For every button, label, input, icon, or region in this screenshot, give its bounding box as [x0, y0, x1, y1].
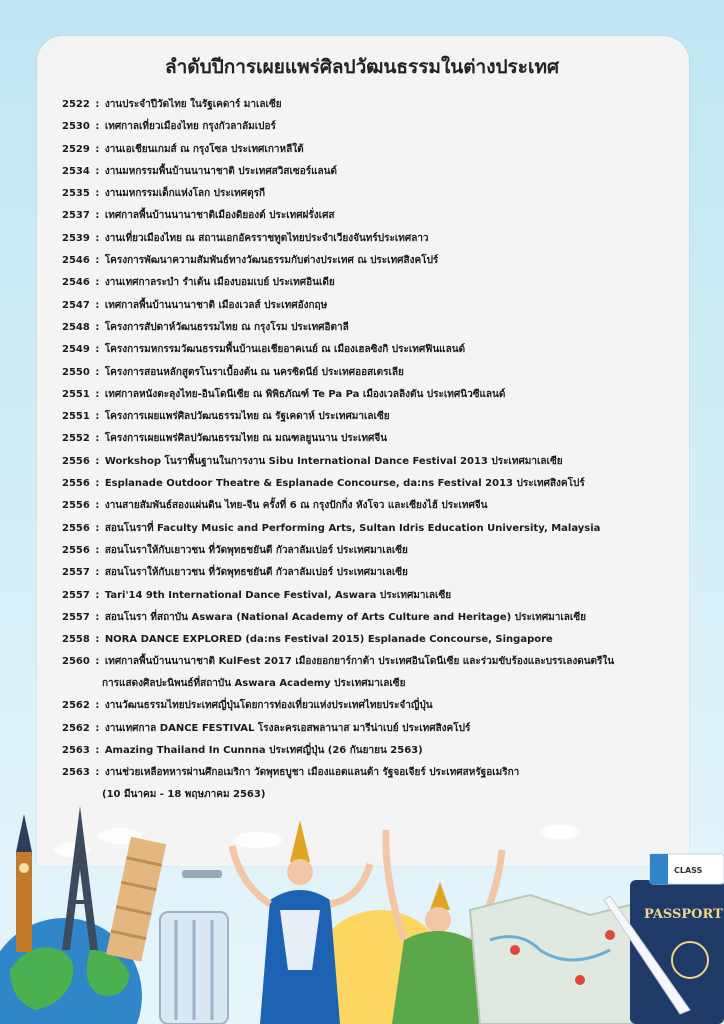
timeline-item [62, 740, 672, 762]
separator: : [91, 544, 103, 556]
separator: : [91, 121, 103, 133]
timeline-text: งานวัฒนธรรมไทยประเทศญี่ปุ่นโดยการท่องเที่ยวแห่งประเทศไทยประจำญี่ปุ่น [104, 700, 433, 712]
timeline-text-continued: (10 มีนาคม - 18 พฤษภาคม 2563) [102, 789, 266, 801]
timeline-item [62, 540, 672, 562]
timeline-year: 2557 [62, 611, 90, 623]
separator: : [91, 700, 103, 712]
travel-illustration [0, 800, 724, 1024]
timeline-year: 2558 [62, 634, 90, 646]
timeline-item [62, 183, 672, 205]
separator: : [91, 722, 103, 734]
timeline-year: 2547 [62, 299, 90, 311]
timeline-item [62, 629, 672, 651]
separator: : [91, 656, 103, 668]
separator: : [91, 232, 103, 244]
separator: : [91, 388, 103, 400]
timeline-year: 2551 [62, 411, 90, 423]
separator: : [91, 634, 103, 646]
separator: : [91, 522, 103, 534]
timeline-year: 2556 [62, 455, 90, 467]
timeline-year: 2551 [62, 388, 90, 400]
timeline-item [62, 317, 672, 339]
timeline-item [62, 451, 672, 473]
timeline-year: 2529 [62, 143, 90, 155]
timeline-text: Workshop โนราพื้นฐานในการงาน Sibu International Dance Festival 2013 ประเทศมาเลเซีย [104, 455, 563, 467]
timeline-item [62, 205, 672, 227]
timeline-year: 2546 [62, 277, 90, 289]
timeline-year: 2550 [62, 366, 90, 378]
separator: : [91, 567, 103, 579]
timeline-text: งานเทศกาล DANCE FESTIVAL โรงละครเอสพลานาส มารีน่าเบย์ ประเทศสิงคโปร์ [104, 722, 471, 734]
timeline-list [62, 94, 672, 806]
timeline-year: 2535 [62, 188, 90, 200]
timeline-text: เทศกาลพื้นบ้านนานาชาติ KulFest 2017 เมืองยอกยาร์กาต้า ประเทศอินโดนีเซีย และร่วมขับร้องและบรรเลงดนตรีใน [104, 656, 615, 668]
timeline-year: 2560 [62, 656, 90, 668]
separator: : [91, 165, 103, 177]
timeline-text: โครงการสอนหลักสูตรโนราเบื้องต้น ณ นครซิดนีย์ ประเทศออสเตรเลีย [104, 366, 404, 378]
separator: : [91, 478, 103, 490]
timeline-year: 2563 [62, 767, 90, 779]
timeline-text: เทศกาลหนังตะลุงไทย-อินโดนีเซีย ณ พิพิธภัณฑ์ Te Pa Pa เมืองเวลลิงตัน ประเทศนิวซีแลนด์ [104, 388, 506, 400]
timeline-text: โครงการเผยแพร่ศิลปวัฒนธรรมไทย ณ มณฑลยูนนาน ประเทศจีน [104, 433, 388, 445]
timeline-item [62, 384, 672, 406]
timeline-item [62, 339, 672, 361]
separator: : [91, 143, 103, 155]
separator: : [91, 210, 103, 222]
timeline-year: 2522 [62, 99, 90, 110]
passport-label: PASSPORT [644, 907, 723, 922]
separator: : [91, 344, 103, 356]
timeline-item [62, 562, 672, 584]
timeline-year: 2539 [62, 232, 90, 244]
pisa-tower-icon [106, 837, 166, 962]
timeline-text: เทศกาลพื้นบ้านนานาชาติ เมืองเวลส์ ประเทศอังกฤษ [104, 299, 328, 311]
suitcase-icon [160, 870, 228, 1024]
timeline-item [62, 585, 672, 607]
separator: : [91, 255, 103, 267]
timeline-text: โครงการเผยแพร่ศิลปวัฒนธรรมไทย ณ รัฐเคดาห์ ประเทศมาเลเซีย [104, 411, 390, 423]
timeline-year: 2563 [62, 745, 90, 757]
timeline-text: งานมหกรรมพื้นบ้านนานาชาติ ประเทศสวิสเซอร์แลนด์ [104, 165, 337, 177]
timeline-year: 2556 [62, 544, 90, 556]
timeline-text: สอนโนราให้กับเยาวชน ที่วัดพุทธชยันตี กัวลาลัมเปอร์ ประเทศมาเลเซีย [104, 567, 408, 579]
separator: : [91, 589, 103, 601]
timeline-item [62, 250, 672, 272]
ticket-icon [650, 854, 724, 884]
timeline-year: 2534 [62, 165, 90, 177]
timeline-item [62, 428, 672, 450]
timeline-text: โครงการพัฒนาความสัมพันธ์ทางวัฒนธรรมกับต่างประเทศ ณ ประเทศสิงคโปร์ [104, 255, 439, 267]
separator: : [91, 366, 103, 378]
separator: : [91, 277, 103, 289]
timeline-year: 2537 [62, 210, 90, 222]
page-title: ลำดับปีการเผยแพร่ศิลปวัฒนธรรมในต่างประเทศ [164, 56, 560, 78]
separator: : [91, 99, 103, 110]
timeline-item [62, 406, 672, 428]
separator: : [91, 321, 103, 333]
separator: : [91, 611, 103, 623]
timeline-text: งานเอเชียนเกมส์ ณ กรุงโซล ประเทศเกาหลีใต้ [104, 143, 304, 155]
timeline-year: 2546 [62, 255, 90, 267]
timeline-year: 2557 [62, 589, 90, 601]
timeline-item [62, 139, 672, 161]
timeline-year: 2549 [62, 344, 90, 356]
timeline-text: สอนโนรา ที่สถาบัน Aswara (National Academy of Arts Culture and Heritage) ประเทศมาเลเซีย [104, 611, 586, 623]
timeline-item [62, 161, 672, 183]
timeline-text: งานประจำปีวัดไทย ในรัฐเคดาร์ มาเลเซีย [104, 99, 282, 110]
timeline-item [62, 295, 672, 317]
timeline-year: 2562 [62, 700, 90, 712]
timeline-text: สอนโนราให้กับเยาวชน ที่วัดพุทธชยันตี กัวลาลัมเปอร์ ประเทศมาเลเซีย [104, 544, 408, 556]
separator: : [91, 767, 103, 779]
separator: : [91, 433, 103, 445]
timeline-text: โครงการสัปดาห์วัฒนธรรมไทย ณ กรุงโรม ประเทศอิตาลี [104, 321, 349, 333]
timeline-year: 2556 [62, 522, 90, 534]
timeline-item [62, 473, 672, 495]
timeline-year: 2556 [62, 478, 90, 490]
separator: : [91, 745, 103, 757]
timeline-item [62, 651, 672, 695]
timeline-text: สอนโนราที่ Faculty Music and Performing Arts, Sultan Idris Education University, Malaysia [104, 522, 601, 534]
timeline-item [62, 362, 672, 384]
timeline-item [62, 116, 672, 138]
separator: : [91, 299, 103, 311]
timeline-year: 2530 [62, 121, 90, 133]
timeline-text: NORA DANCE EXPLORED (da:ns Festival 2015) Esplanade Concourse, Singapore [104, 634, 553, 646]
timeline-item [62, 695, 672, 717]
timeline-item [62, 607, 672, 629]
timeline-text: โครงการมหกรรมวัฒนธรรมพื้นบ้านเอเชียอาคเนย์ ณ เมืองเฮลซิงกิ ประเทศฟินแลนด์ [104, 344, 466, 356]
timeline-year: 2562 [62, 722, 90, 734]
timeline-item [62, 272, 672, 294]
timeline-year: 2552 [62, 433, 90, 445]
timeline-text: เทศกาลเที่ยวเมืองไทย กรุงกัวลาลัมเปอร์ [104, 121, 276, 133]
timeline-item [62, 228, 672, 250]
separator: : [91, 411, 103, 423]
ticket-label: CLASS [674, 866, 703, 875]
separator: : [91, 188, 103, 200]
big-ben-icon [16, 814, 32, 952]
timeline-item [62, 518, 672, 540]
timeline-text: Esplanade Outdoor Theatre & Esplanade Concourse, da:ns Festival 2013 ประเทศสิงคโปร์ [104, 478, 585, 490]
timeline-year: 2556 [62, 500, 90, 512]
timeline-text: งานเที่ยวเมืองไทย ณ สถานเอกอัครราชทูตไทยประจำเวียงจันทร์ประเทศลาว [104, 232, 429, 244]
timeline-text: เทศกาลพื้นบ้านนานาชาติเมืองดิยองต์ ประเทศฝรั่งเศส [104, 210, 335, 222]
timeline-item [62, 718, 672, 740]
timeline-item [62, 495, 672, 517]
timeline-text: งานสายสัมพันธ์สองแผ่นดิน ไทย-จีน ครั้งที่ 6 ณ กรุงปักกิ่ง หังโจว และเซียงไฮ้ ประเทศจีน [104, 500, 488, 512]
timeline-text: งานเทศกาลระบำ รำเต้น เมืองบอมเบย์ ประเทศอินเดีย [104, 277, 335, 289]
timeline-text: Tari'14 9th International Dance Festival, Aswara ประเทศมาเลเซีย [104, 589, 452, 601]
timeline-item [62, 94, 672, 116]
timeline-year: 2548 [62, 321, 90, 333]
separator: : [91, 455, 103, 467]
timeline-text: Amazing Thailand In Cunnna ประเทศญี่ปุ่น (26 กันยายน 2563) [104, 745, 423, 757]
separator: : [91, 500, 103, 512]
timeline-year: 2557 [62, 567, 90, 579]
timeline-text: งานช่วยเหลือทหารผ่านศึกอเมริกา วัดพุทธบูชา เมืองแอตแลนต้า รัฐจอเจียร์ ประเทศสหรัฐอเมริกา [104, 767, 520, 779]
timeline-text: งานมหกรรมเด็กแห่งโลก ประเทศตุรกี [104, 188, 266, 200]
timeline-text-continued: การแสดงศิลปะนิพนธ์ที่สถาบัน Aswara Academy ประเทศมาเลเซีย [102, 678, 406, 690]
